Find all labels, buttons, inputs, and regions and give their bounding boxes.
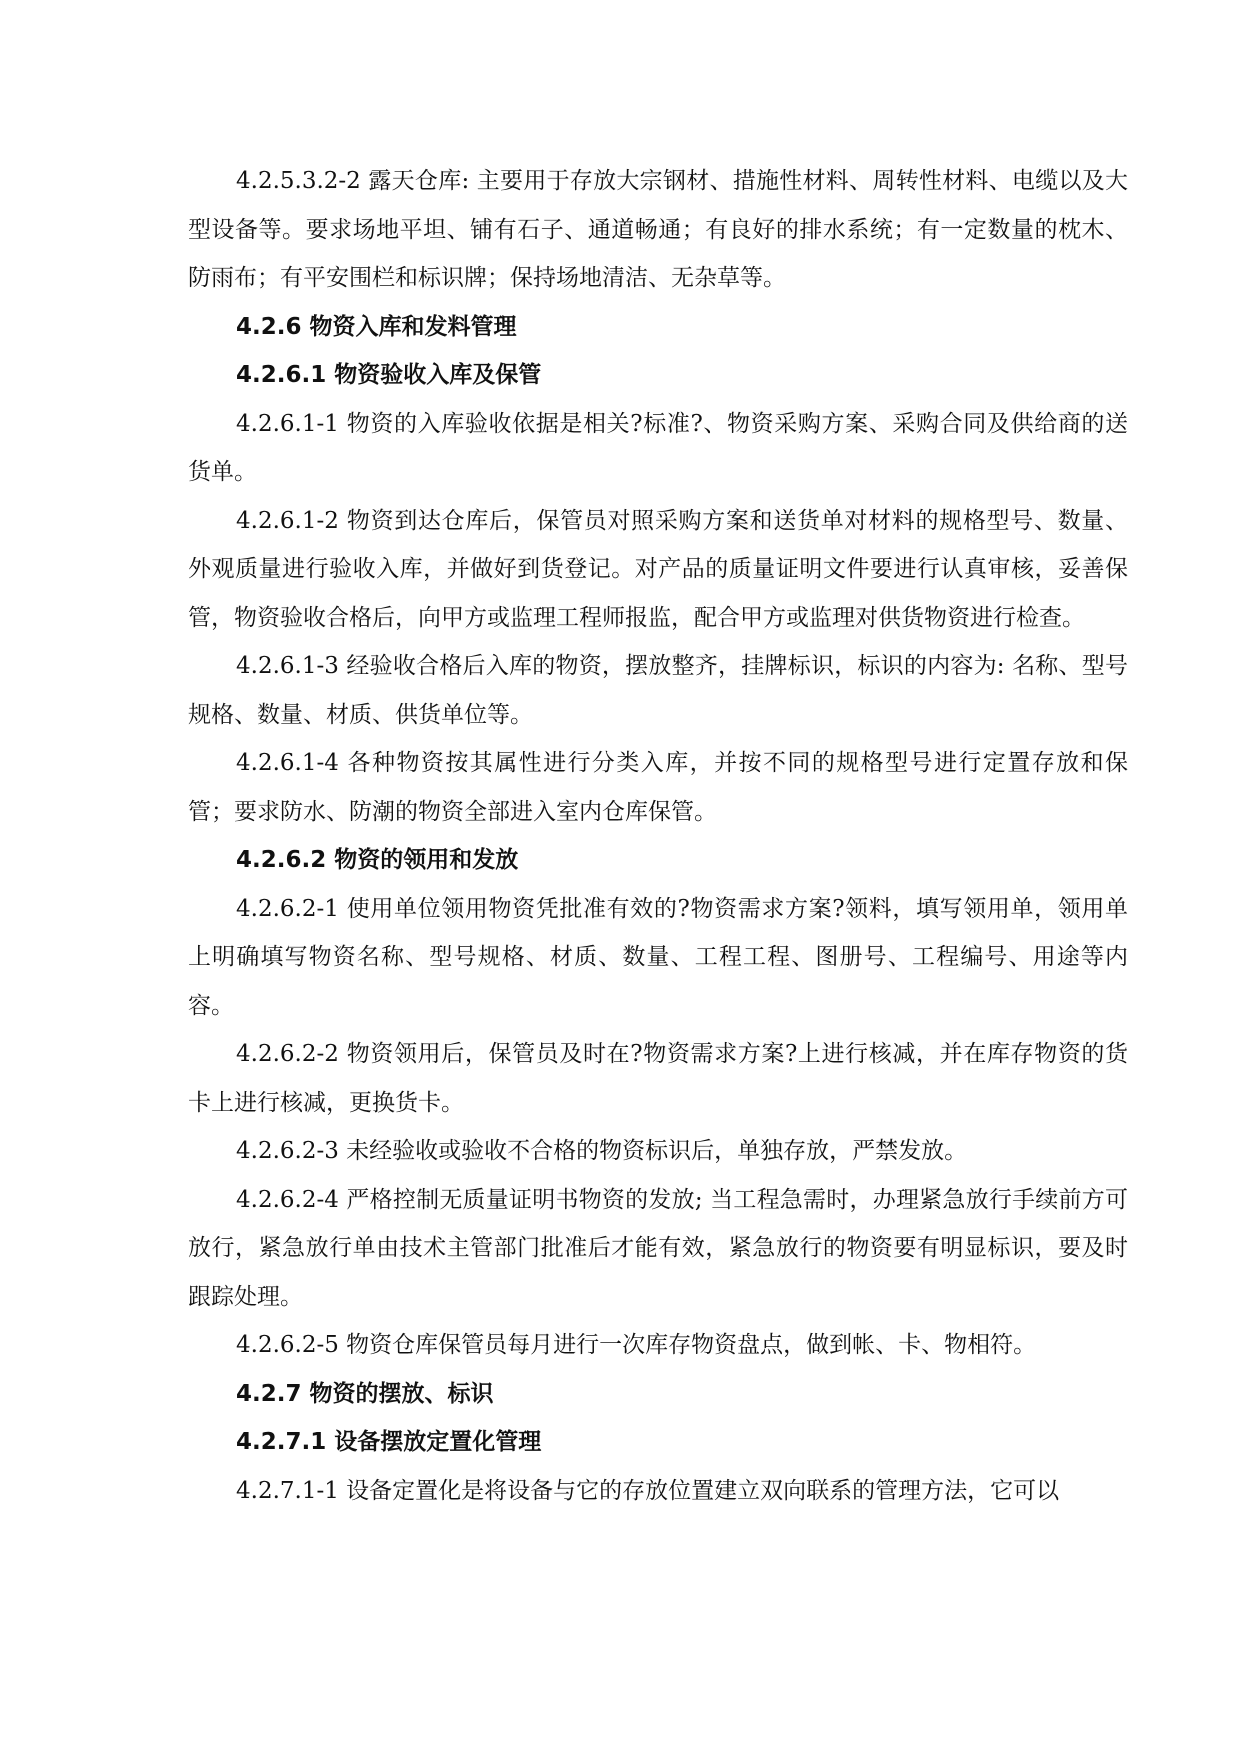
paragraph-4-2-6-2-3: 4.2.6.2-3 未经验收或验收不合格的物资标识后，单独存放，严禁发放。 — [236, 1138, 968, 1164]
paragraph-4-2-6-1-3: 4.2.6.1-3 经验收合格后入库的物资，摆放整齐，挂牌标识，标识的内容为: 名称、型号规格、数量、材质、供货单位等。 — [188, 653, 1128, 728]
section-heading-4-2-6: 4.2.6 物资入库和发料管理 — [236, 313, 517, 340]
section-heading-4-2-7-1: 4.2.7.1 设备摆放定置化管理 — [236, 1429, 542, 1455]
paragraph-4-2-6-1-1: 4.2.6.1-1 物资的入库验收依据是相关?标准?、物资采购方案、采购合同及供给商的送货单。 — [188, 410, 1128, 485]
paragraph-4-2-6-1-2: 4.2.6.1-2 物资到达仓库后，保管员对照采购方案和送货单对材料的规格型号、数量、外观质量进行验收入库，并做好到货登记。对产品的质量证明文件要进行认真审核，妥善保管，物资验收合格后，向甲方或监理工程师报监，配合甲方或监理对供货物资进行检查。 — [188, 507, 1128, 631]
section-heading-4-2-6-2: 4.2.6.2 物资的领用和发放 — [236, 847, 519, 873]
paragraph-4-2-7-1-1: 4.2.7.1-1 设备定置化是将设备与它的存放位置建立双向联系的管理方法，它可以 — [236, 1477, 1060, 1504]
paragraph-4-2-6-2-4: 4.2.6.2-4 严格控制无质量证明书物资的发放; 当工程急需时，办理紧急放行手续前方可放行，紧急放行单由技术主管部门批准后才能有效，紧急放行的物资要有明显标识，要及时跟踪处理。 — [188, 1186, 1128, 1310]
paragraph-4-2-6-2-2: 4.2.6.2-2 物资领用后，保管员及时在?物资需求方案?上进行核减，并在库存物资的货卡上进行核减，更换货卡。 — [188, 1041, 1128, 1116]
paragraph-4-2-6-1-4: 4.2.6.1-4 各种物资按其属性进行分类入库，并按不同的规格型号进行定置存放和保管；要求防水、防潮的物资全部进入室内仓库保管。 — [188, 750, 1128, 825]
paragraph-open-air-warehouse: 4.2.5.3.2-2 露天仓库: 主要用于存放大宗钢材、措施性材料、周转性材料、电缆以及大型设备等。要求场地平坦、铺有石子、通道畅通；有良好的排水系统；有一定数量的枕木、防雨布；有平安围栏和标识牌；保持场地清洁、无杂草等。 — [188, 168, 1128, 291]
section-heading-4-2-6-1: 4.2.6.1 物资验收入库及保管 — [236, 362, 542, 388]
section-heading-4-2-7: 4.2.7 物资的摆放、标识 — [236, 1380, 494, 1407]
paragraph-4-2-6-2-1: 4.2.6.2-1 使用单位领用物资凭批准有效的?物资需求方案?领料，填写领用单，领用单上明确填写物资名称、型号规格、材质、数量、工程工程、图册号、工程编号、用途等内容。 — [188, 895, 1128, 1019]
document-body — [188, 157, 1128, 1515]
paragraph-4-2-6-2-5: 4.2.6.2-5 物资仓库保管员每月进行一次库存物资盘点，做到帐、卡、物相符。 — [236, 1332, 1037, 1358]
